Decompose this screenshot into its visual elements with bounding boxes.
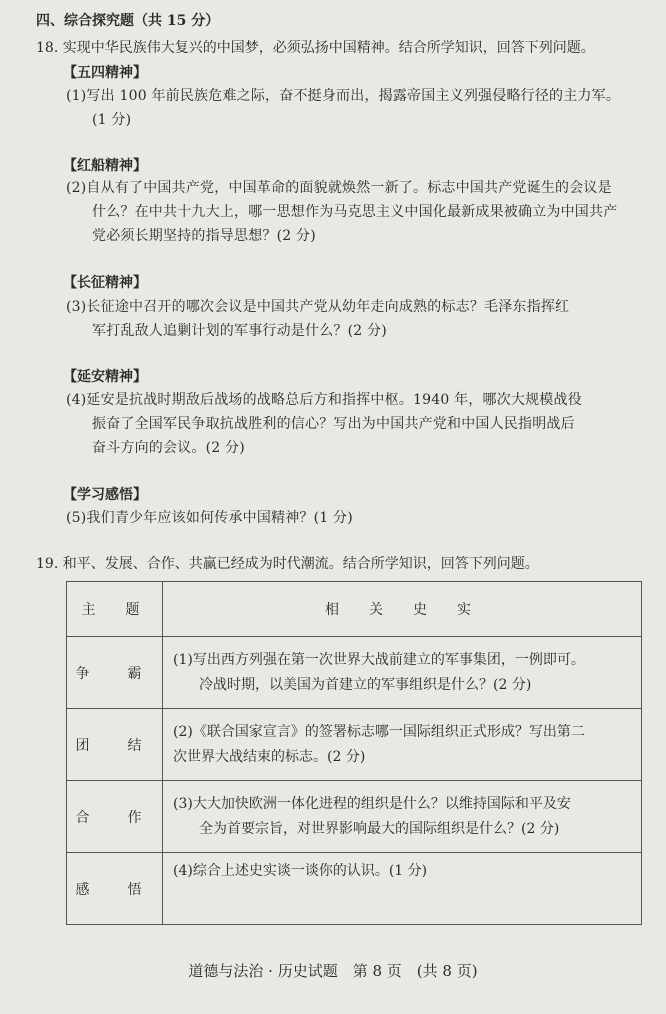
fact-cell	[163, 637, 642, 709]
topic-cell: 团 结	[67, 709, 163, 781]
history-table	[66, 581, 642, 925]
text-line: 军打乱敌人追剿计划的军事行动是什么？(2 分)	[92, 323, 387, 339]
question-18-part-1	[66, 84, 646, 132]
text-line: (1)写出西方列强在第一次世界大战前建立的军事集团，一例即可。	[173, 651, 585, 668]
text-line: (5)我们青少年应该如何传承中国精神？(1 分)	[66, 510, 353, 526]
tag-wusi: 【五四精神】	[63, 65, 147, 81]
text-line: 振奋了全国军民争取抗战胜利的信心？写出为中国共产党和中国人民指明战后	[92, 416, 575, 432]
table-row	[67, 781, 642, 853]
text-line: (2)《联合国家宣言》的签署标志哪一国际组织正式形成？写出第二	[173, 723, 585, 740]
text-line: 什么？在中共十九大上，哪一思想作为马克思主义中国化最新成果被确立为中国共产	[92, 204, 618, 220]
text-line: 次世界大战结束的标志。(2 分)	[173, 748, 366, 765]
question-18-intro: 18. 实现中华民族伟大复兴的中国梦，必须弘扬中国精神。结合所学知识，回答下列问题。	[36, 40, 595, 56]
tag-hongchuan: 【红船精神】	[63, 158, 147, 174]
text-line: (3)长征途中召开的哪次会议是中国共产党从幼年走向成熟的标志？毛泽东指挥红	[66, 299, 570, 315]
text-line: (1 分)	[92, 112, 132, 128]
table-row	[67, 637, 642, 709]
topic-cell: 合 作	[67, 781, 163, 853]
question-18-part-4	[66, 388, 646, 460]
text-line: 全为首要宗旨，对世界影响最大的国际组织是什么？(2 分)	[199, 820, 560, 837]
text-line: (4)延安是抗战时期敌后战场的战略总后方和指挥中枢。1940 年，哪次大规模战役	[66, 392, 582, 408]
tag-changzheng: 【长征精神】	[63, 275, 147, 291]
table-row	[67, 853, 642, 925]
question-18-part-3	[66, 295, 646, 343]
header-facts: 相 关 史 实	[163, 582, 642, 637]
text-line: (3)大大加快欧洲一体化进程的组织是什么？以维持国际和平及安	[173, 795, 571, 812]
topic-cell: 感 悟	[67, 853, 163, 925]
text-line: (2)自从有了中国共产党，中国革命的面貌就焕然一新了。标志中国共产党诞生的会议是	[66, 180, 612, 196]
fact-cell	[163, 853, 642, 925]
question-18-part-2	[66, 176, 646, 248]
page-footer: 道德与法治 · 历史试题 第 8 页 (共 8 页)	[188, 962, 478, 980]
text-line: 党必须长期坚持的指导思想？(2 分)	[92, 228, 316, 244]
text-line: (4)综合上述史实谈一谈你的认识。(1 分)	[173, 863, 428, 879]
section-title: 四、综合探究题（共 15 分）	[36, 13, 220, 29]
topic-cell: 争 霸	[67, 637, 163, 709]
question-19-intro: 19. 和平、发展、合作、共赢已经成为时代潮流。结合所学知识，回答下列问题。	[36, 556, 539, 572]
table-header-row	[67, 582, 642, 637]
text-line: 奋斗方向的会议。(2 分)	[92, 440, 245, 456]
text-line: (1)写出 100 年前民族危难之际，奋不挺身而出，揭露帝国主义列强侵略行径的主力军。	[66, 88, 621, 104]
header-topic: 主 题	[67, 582, 163, 637]
text-line: 冷战时期，以美国为首建立的军事组织是什么？(2 分)	[199, 676, 532, 693]
tag-xuexi: 【学习感悟】	[63, 487, 147, 503]
fact-cell	[163, 709, 642, 781]
fact-cell	[163, 781, 642, 853]
table-row	[67, 709, 642, 781]
question-18-part-5	[66, 506, 646, 530]
tag-yanan: 【延安精神】	[63, 369, 147, 385]
